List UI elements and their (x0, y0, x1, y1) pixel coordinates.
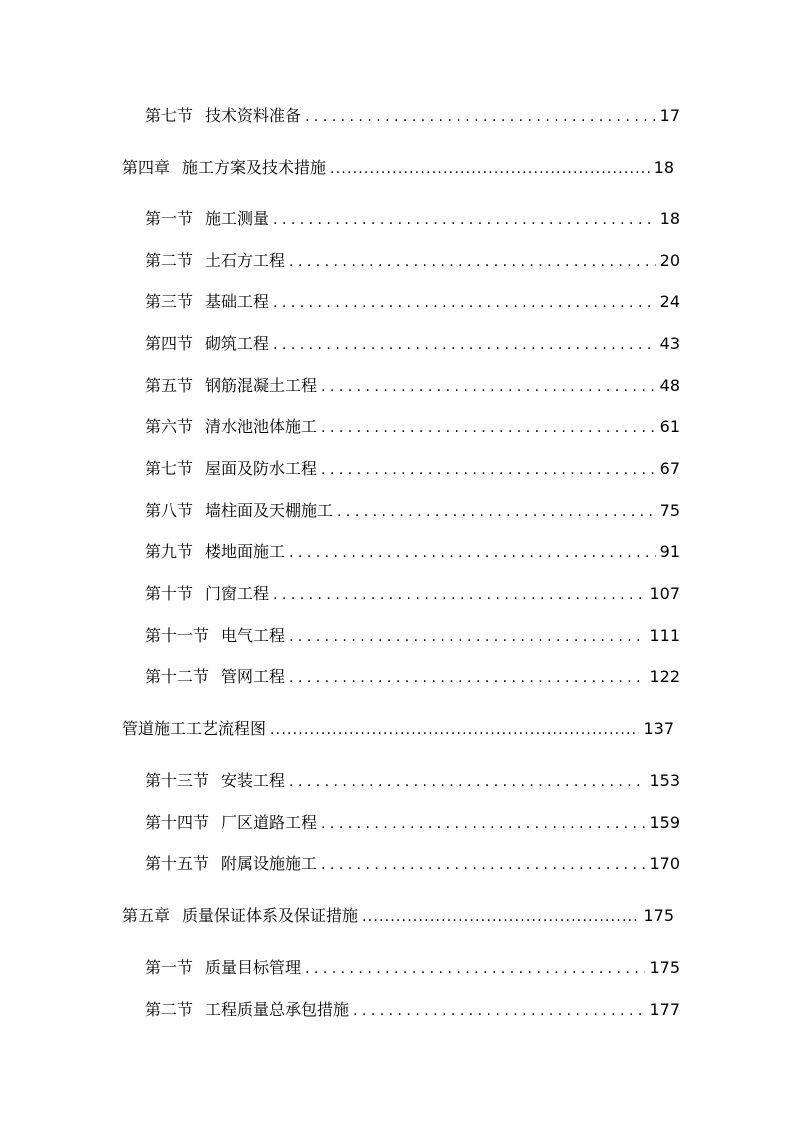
toc-entry-title: 墙柱面及天棚施工 (205, 501, 334, 520)
toc-entry-page: 107 (649, 584, 680, 603)
toc-entry-title: 安装工程 (221, 771, 286, 790)
toc-entry-title: 质量保证体系及保证措施 (182, 906, 359, 925)
toc-entry[interactable] (145, 251, 680, 272)
toc-leader-dots (289, 668, 645, 688)
toc-entry-title: 楼地面施工 (205, 542, 286, 561)
toc-entry-number: 第七节 (145, 106, 194, 125)
toc-entry-page: 48 (659, 376, 680, 395)
toc-entry-title: 质量目标管理 (205, 958, 302, 977)
toc-leader-dots (337, 502, 656, 522)
toc-entry[interactable] (145, 292, 680, 313)
toc-entry-page: 153 (649, 771, 680, 790)
toc-leader-dots (321, 814, 645, 834)
toc-entry-number: 第五章 (122, 906, 171, 925)
toc-entry-page: 91 (659, 542, 680, 561)
toc-entry-number: 第二节 (145, 1000, 194, 1019)
toc-leader-dots (289, 252, 656, 272)
toc-entry[interactable] (145, 542, 680, 563)
toc-leader-dots (273, 585, 645, 605)
toc-entry[interactable] (145, 417, 680, 438)
toc-entry-number: 第一节 (145, 958, 194, 977)
toc-entry-number: 第十三节 (145, 771, 210, 790)
toc-entry-page: 75 (659, 501, 680, 520)
toc-entry-number: 第十二节 (145, 667, 210, 686)
toc-entry-number: 第四章 (122, 158, 171, 177)
toc-entry[interactable] (145, 106, 680, 127)
toc-entry-title: 工程质量总承包措施 (205, 1000, 350, 1019)
toc-entry-title: 基础工程 (205, 292, 270, 311)
toc-leader-dots (321, 460, 656, 480)
toc-entry-number: 第四节 (145, 334, 194, 353)
toc-entry-title: 屋面及防水工程 (205, 459, 318, 478)
toc-heading-entry[interactable] (122, 719, 674, 740)
toc-entry-page: 170 (649, 854, 680, 873)
toc-leader-dots (330, 159, 650, 179)
toc-leader-dots (273, 335, 656, 355)
toc-entry-number: 第六节 (145, 417, 194, 436)
toc-entry-title: 电气工程 (221, 626, 286, 645)
toc-entry[interactable] (145, 958, 680, 979)
toc-entry-page: 175 (643, 906, 674, 925)
toc-leader-dots (270, 720, 639, 740)
toc-leader-dots (273, 293, 656, 313)
toc-entry[interactable] (145, 459, 680, 480)
toc-entry-page: 20 (659, 251, 680, 270)
toc-leader-dots (321, 855, 645, 875)
toc-entry[interactable] (145, 209, 680, 230)
toc-leader-dots (289, 543, 656, 563)
toc-entry-number: 第八节 (145, 501, 194, 520)
toc-entry-title: 管道施工工艺流程图 (122, 719, 267, 738)
toc-chapter-entry[interactable] (122, 906, 674, 927)
toc-entry-number: 第一节 (145, 209, 194, 228)
toc-entry-title: 清水池池体施工 (205, 417, 318, 436)
toc-leader-dots (305, 959, 645, 979)
toc-entry[interactable] (145, 1000, 680, 1021)
toc-entry-page: 177 (649, 1000, 680, 1019)
toc-leader-dots (362, 907, 639, 927)
toc-entry-page: 122 (649, 667, 680, 686)
toc-entry-title: 施工方案及技术措施 (182, 158, 327, 177)
toc-entry-page: 159 (649, 813, 680, 832)
toc-entry-number: 第十节 (145, 584, 194, 603)
toc-entry-title: 附属设施施工 (221, 854, 318, 873)
toc-entry-number: 第十四节 (145, 813, 210, 832)
toc-chapter-entry[interactable] (122, 158, 674, 179)
toc-leader-dots (321, 377, 656, 397)
toc-leader-dots (289, 627, 645, 647)
toc-entry-number: 第十一节 (145, 626, 210, 645)
toc-entry-number: 第三节 (145, 292, 194, 311)
toc-entry-number: 第二节 (145, 251, 194, 270)
toc-entry[interactable] (145, 501, 680, 522)
toc-entry-number: 第七节 (145, 459, 194, 478)
toc-entry[interactable] (145, 771, 680, 792)
toc-entry[interactable] (145, 334, 680, 355)
toc-leader-dots (305, 107, 656, 127)
toc-entry[interactable] (145, 376, 680, 397)
toc-entry-number: 第五节 (145, 376, 194, 395)
toc-entry-page: 18 (653, 158, 674, 177)
toc-entry-page: 18 (659, 209, 680, 228)
toc-entry[interactable] (145, 813, 680, 834)
toc-entry[interactable] (145, 667, 680, 688)
toc-entry-number: 第九节 (145, 542, 194, 561)
toc-entry-page: 175 (649, 958, 680, 977)
toc-entry-page: 17 (659, 106, 680, 125)
toc-entry[interactable] (145, 854, 680, 875)
toc-leader-dots (353, 1001, 645, 1021)
toc-entry-title: 门窗工程 (205, 584, 270, 603)
toc-entry-page: 61 (659, 417, 680, 436)
toc-entry-title: 砌筑工程 (205, 334, 270, 353)
toc-leader-dots (321, 418, 656, 438)
toc-entry[interactable] (145, 626, 680, 647)
toc-entry-title: 土石方工程 (205, 251, 286, 270)
toc-entry[interactable] (145, 584, 680, 605)
toc-entry-title: 钢筋混凝土工程 (205, 376, 318, 395)
toc-leader-dots (273, 210, 656, 230)
toc-entry-page: 43 (659, 334, 680, 353)
toc-entry-title: 厂区道路工程 (221, 813, 318, 832)
toc-leader-dots (289, 772, 645, 792)
toc-entry-title: 技术资料准备 (205, 106, 302, 125)
toc-entry-title: 管网工程 (221, 667, 286, 686)
toc-entry-page: 24 (659, 292, 680, 311)
toc-entry-title: 施工测量 (205, 209, 270, 228)
toc-entry-number: 第十五节 (145, 854, 210, 873)
toc-entry-page: 67 (659, 459, 680, 478)
toc-entry-page: 111 (649, 626, 680, 645)
toc-entry-page: 137 (643, 719, 674, 738)
